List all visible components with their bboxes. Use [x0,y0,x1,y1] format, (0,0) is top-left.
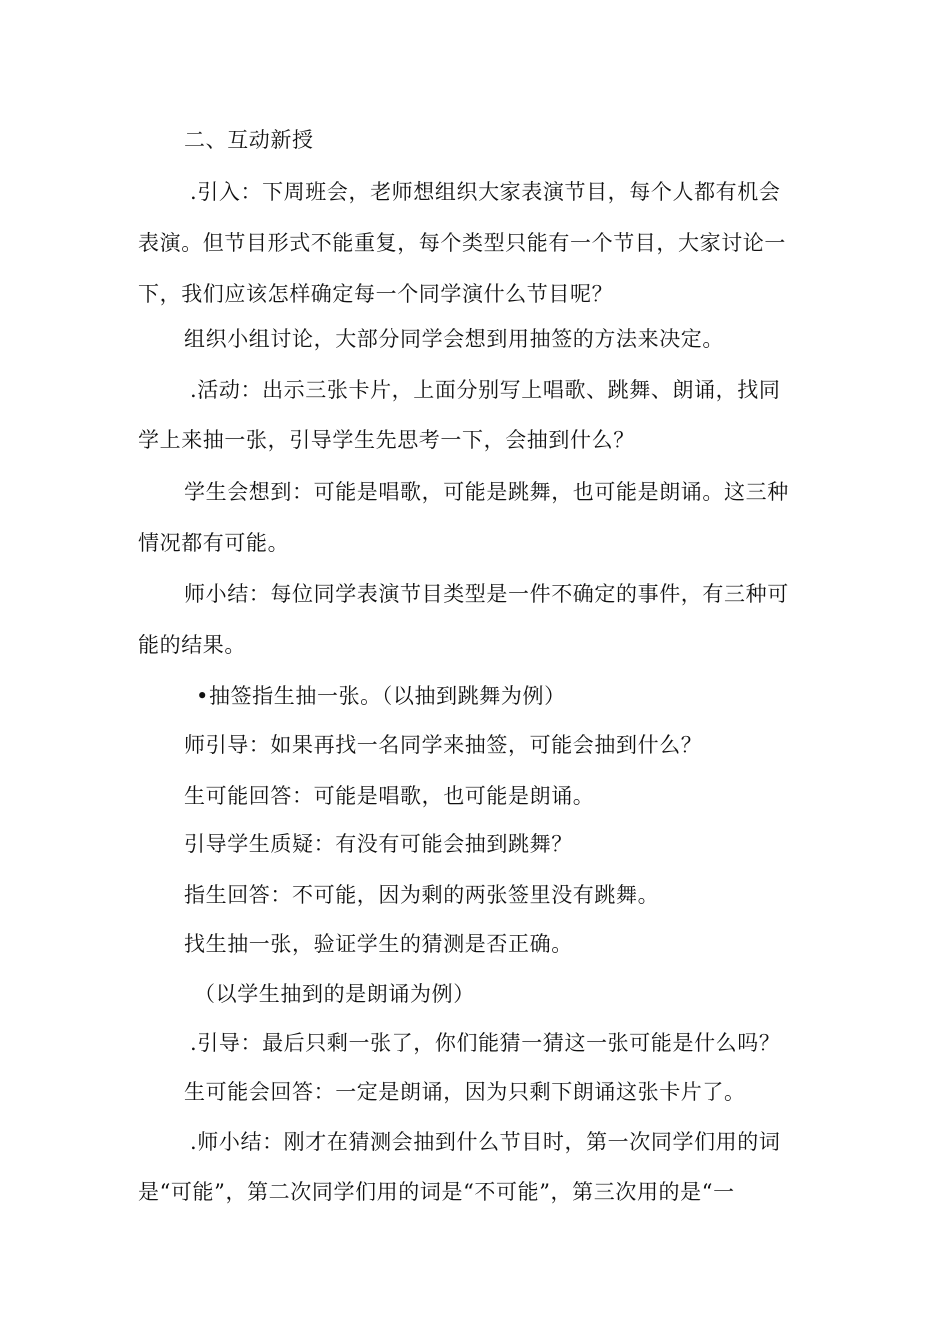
paragraph-line: 师引导：如果再找一名同学来抽签，可能会抽到什么？ [184,733,703,757]
paragraph-line: 下，我们应该怎样确定每一个同学演什么节目呢？ [138,282,614,306]
paragraph-line: .师小结：刚才在猜测会抽到什么节目时，第一次同学们用的词 [190,1130,781,1154]
paragraph-line: 生可能会回答：一定是朗诵，因为只剩下朗诵这张卡片了。 [184,1080,746,1104]
paragraph-line: •抽签指生抽一张。（以抽到跳舞为例） [196,684,566,708]
paragraph-line: 是“可能”，第二次同学们用的词是“不可能”，第三次用的是“一 [138,1180,735,1204]
paragraph-line: .活动：出示三张卡片，上面分别写上唱歌、跳舞、朗诵，找同 [190,378,781,402]
paragraph-line: 表演。但节目形式不能重复，每个类型只能有一个节目，大家讨论一 [138,231,786,255]
paragraph-line: （以学生抽到的是朗诵为例） [194,982,475,1006]
paragraph-line: .引入：下周班会，老师想组织大家表演节目，每个人都有机会 [190,180,781,204]
paragraph-line: 能的结果。 [138,633,246,657]
paragraph-line: 组织小组讨论，大部分同学会想到用抽签的方法来决定。 [184,327,724,351]
paragraph-line: 指生回答：不可能，因为剩的两张签里没有跳舞。 [184,883,660,907]
paragraph-line: 学上来抽一张，引导学生先思考一下，会抽到什么？ [138,428,635,452]
paragraph-line: 师小结：每位同学表演节目类型是一件不确定的事件，有三种可 [184,582,789,606]
section-heading: 二、互动新授 [184,128,314,152]
paragraph-line: .引导：最后只剩一张了，你们能猜一猜这一张可能是什么吗？ [190,1031,781,1055]
paragraph-line: 学生会想到：可能是唱歌，可能是跳舞，也可能是朗诵。这三种 [184,480,789,504]
paragraph-line: 情况都有可能。 [138,531,290,555]
paragraph-line: 找生抽一张，验证学生的猜测是否正确。 [184,932,573,956]
paragraph-line: 引导学生质疑：有没有可能会抽到跳舞？ [184,832,573,856]
paragraph-line: 生可能回答：可能是唱歌，也可能是朗诵。 [184,784,595,808]
